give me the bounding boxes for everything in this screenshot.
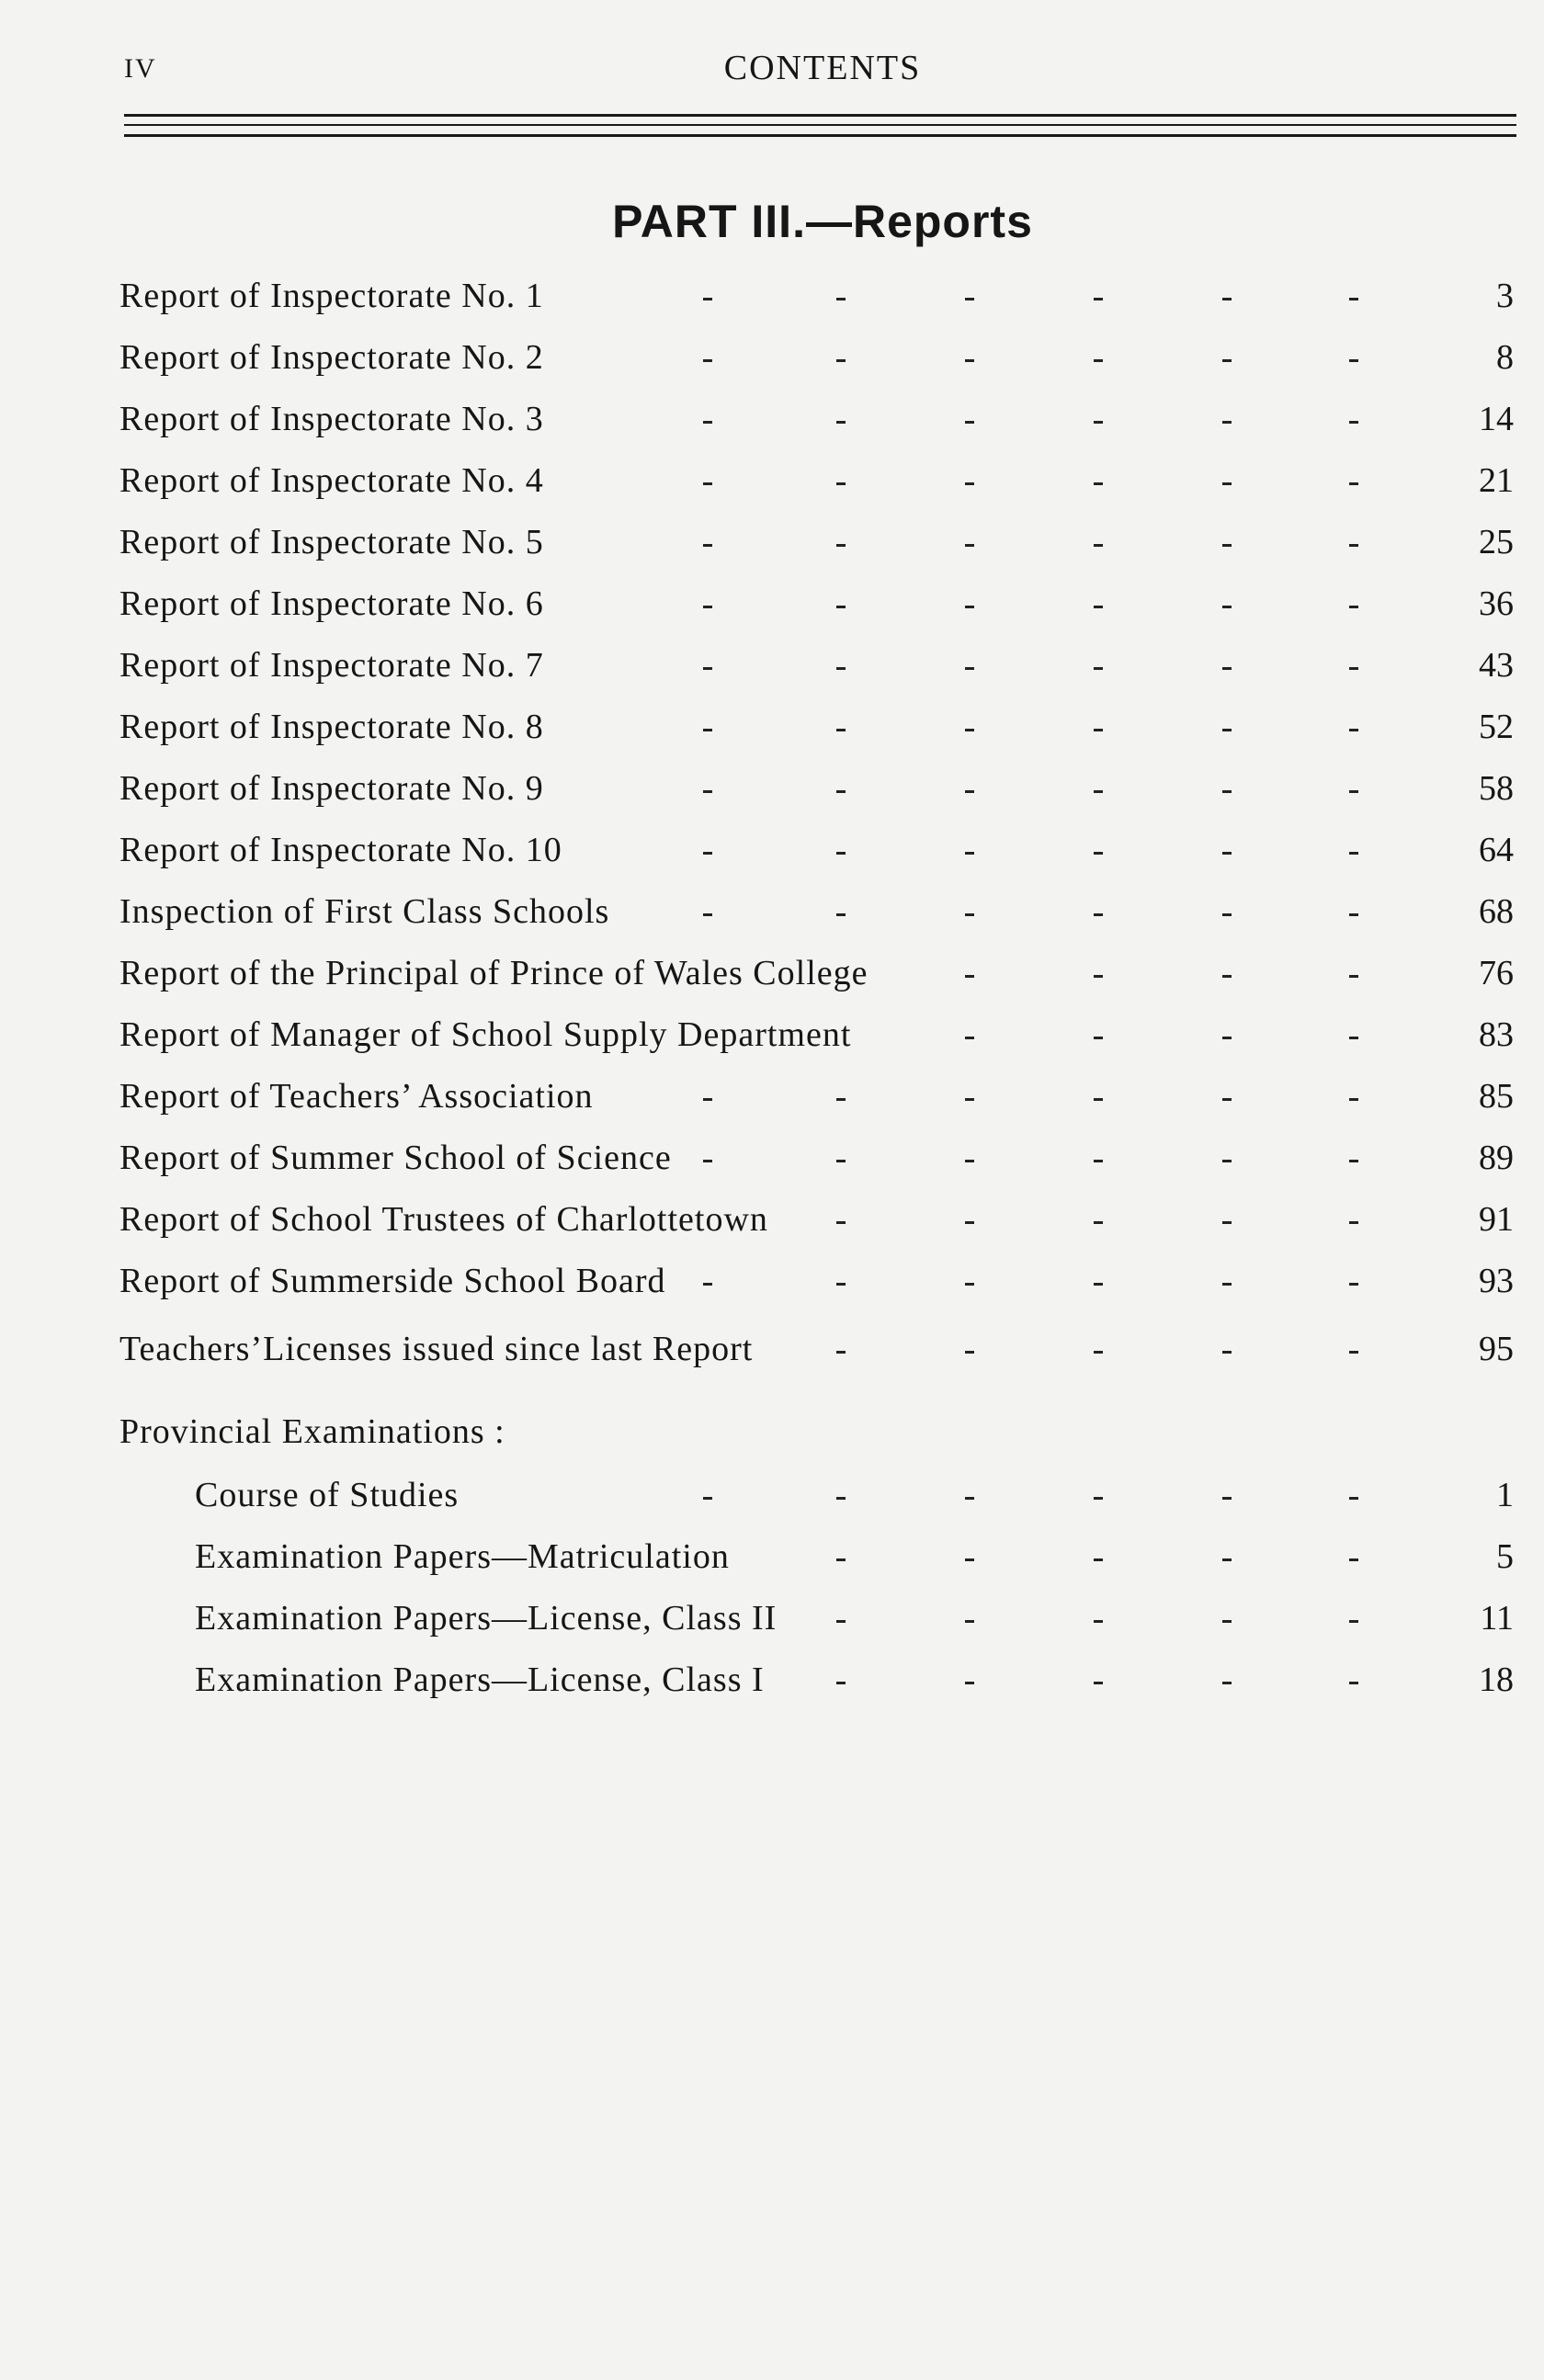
leader-dash (1349, 1037, 1358, 1039)
toc-entry (0, 891, 1544, 937)
toc-entry (0, 707, 1544, 753)
entry-page-number: 91 (1479, 1200, 1514, 1239)
leader-dash (1094, 421, 1103, 424)
dot-leaders (0, 1475, 1544, 1521)
leader-dash (1094, 1098, 1103, 1101)
entry-title: Report of the Principal of Prince of Wales College (119, 954, 868, 992)
leader-dash (1349, 1160, 1358, 1162)
leader-dash (1094, 1221, 1103, 1224)
leader-dash (1222, 482, 1232, 485)
dot-leaders (0, 707, 1544, 753)
leader-dash (965, 1682, 974, 1684)
leader-dash (965, 667, 974, 670)
entry-title: Report of Summerside School Board (119, 1262, 666, 1300)
leader-dash (965, 790, 974, 793)
dot-leaders (0, 337, 1544, 383)
toc-sub-entry (0, 1475, 1544, 1521)
toc-entry (0, 830, 1544, 876)
sub-entry-title: Examination Papers—Matriculation (195, 1537, 730, 1576)
leader-dash (836, 1160, 846, 1162)
leader-dash (965, 975, 974, 978)
leader-dash (703, 1160, 712, 1162)
entry-title: Report of School Trustees of Charlottetown (119, 1200, 768, 1239)
leader-dash (1349, 1351, 1358, 1354)
dot-leaders (0, 1536, 1544, 1582)
toc-entry (0, 1076, 1544, 1122)
entry-page-number: 52 (1479, 708, 1514, 746)
leader-dash (965, 298, 974, 300)
leader-dash (836, 729, 846, 731)
toc-entry (0, 953, 1544, 999)
leader-dash (836, 1682, 846, 1684)
group-heading: Provincial Examinations : (119, 1412, 505, 1451)
leader-dash (965, 359, 974, 362)
entry-title: Report of Inspectorate No. 10 (119, 831, 562, 869)
leader-dash (1222, 1620, 1232, 1623)
sub-entry-page-number: 11 (1480, 1599, 1514, 1638)
toc-entry (0, 645, 1544, 691)
toc-entry (0, 460, 1544, 506)
entry-title: Report of Teachers’ Association (119, 1077, 594, 1116)
toc-entry (0, 1329, 1544, 1375)
leader-dash (836, 1558, 846, 1561)
dot-leaders (0, 584, 1544, 629)
leader-dash (965, 913, 974, 916)
sub-entry-page-number: 5 (1496, 1537, 1514, 1576)
leader-dash (965, 852, 974, 855)
leader-dash (1094, 359, 1103, 362)
dot-leaders (0, 830, 1544, 876)
toc-entry (0, 276, 1544, 322)
dot-leaders (0, 399, 1544, 445)
leader-dash (836, 606, 846, 608)
toc-sub-entry (0, 1536, 1544, 1582)
leader-dash (1222, 1351, 1232, 1354)
leader-dash (836, 1351, 846, 1354)
leader-dash (1222, 1283, 1232, 1286)
leader-dash (1094, 1351, 1103, 1354)
dot-leaders (0, 1014, 1544, 1060)
header-rule-top (124, 114, 1516, 117)
leader-dash (836, 421, 846, 424)
entry-title: Report of Inspectorate No. 5 (119, 523, 544, 561)
leader-dash (1349, 667, 1358, 670)
dot-leaders (0, 1329, 1544, 1375)
leader-dash (1094, 1160, 1103, 1162)
leader-dash (965, 421, 974, 424)
toc-entry (0, 1138, 1544, 1184)
leader-dash (1094, 544, 1103, 547)
leader-dash (1222, 1682, 1232, 1684)
leader-dash (1222, 606, 1232, 608)
leader-dash (965, 1037, 974, 1039)
leader-dash (1349, 1221, 1358, 1224)
dot-leaders (0, 1138, 1544, 1184)
dot-leaders (0, 276, 1544, 322)
leader-dash (1222, 1160, 1232, 1162)
running-title: CONTENTS (723, 49, 922, 87)
leader-dash (836, 852, 846, 855)
leader-dash (1094, 298, 1103, 300)
leader-dash (703, 544, 712, 547)
leader-dash (1222, 729, 1232, 731)
dot-leaders (0, 953, 1544, 999)
leader-dash (1094, 852, 1103, 855)
toc-entry (0, 1261, 1544, 1307)
leader-dash (1094, 667, 1103, 670)
entry-page-number: 25 (1479, 523, 1514, 561)
leader-dash (1094, 790, 1103, 793)
toc-entry (0, 1199, 1544, 1245)
header-rule-middle (124, 124, 1516, 126)
leader-dash (703, 729, 712, 731)
leader-dash (1349, 852, 1358, 855)
leader-dash (1222, 421, 1232, 424)
leader-dash (836, 790, 846, 793)
toc-entry (0, 584, 1544, 629)
leader-dash (1222, 913, 1232, 916)
entry-title: Report of Manager of School Supply Department (119, 1015, 852, 1054)
entry-page-number: 43 (1479, 646, 1514, 685)
leader-dash (836, 359, 846, 362)
entry-title: Report of Inspectorate No. 6 (119, 584, 544, 623)
leader-dash (1094, 729, 1103, 731)
leader-dash (1094, 1497, 1103, 1500)
leader-dash (965, 1620, 974, 1623)
leader-dash (1349, 421, 1358, 424)
leader-dash (1349, 790, 1358, 793)
entry-title: Teachers’Licenses issued since last Report (119, 1330, 754, 1368)
leader-dash (1349, 298, 1358, 300)
dot-leaders (0, 1199, 1544, 1245)
entry-page-number: 14 (1479, 400, 1514, 438)
leader-dash (703, 913, 712, 916)
entry-title: Report of Inspectorate No. 2 (119, 338, 544, 377)
leader-dash (703, 790, 712, 793)
dot-leaders (0, 891, 1544, 937)
leader-dash (1094, 1682, 1103, 1684)
leader-dash (703, 1098, 712, 1101)
leader-dash (836, 1497, 846, 1500)
leader-dash (1222, 544, 1232, 547)
entry-page-number: 8 (1496, 338, 1514, 377)
entry-page-number: 68 (1479, 892, 1514, 931)
leader-dash (1222, 852, 1232, 855)
leader-dash (1222, 975, 1232, 978)
dot-leaders (0, 522, 1544, 568)
leader-dash (1349, 975, 1358, 978)
leader-dash (1222, 359, 1232, 362)
sub-entry-title: Examination Papers—License, Class II (195, 1599, 778, 1638)
toc-entry (0, 1014, 1544, 1060)
leader-dash (836, 482, 846, 485)
leader-dash (703, 482, 712, 485)
entry-title: Report of Inspectorate No. 3 (119, 400, 544, 438)
leader-dash (836, 1098, 846, 1101)
entry-page-number: 93 (1479, 1262, 1514, 1300)
leader-dash (1349, 544, 1358, 547)
leader-dash (1349, 1497, 1358, 1500)
sub-entry-title: Course of Studies (195, 1476, 460, 1514)
entry-page-number: 89 (1479, 1139, 1514, 1177)
sub-entry-page-number: 18 (1479, 1660, 1514, 1699)
leader-dash (965, 1098, 974, 1101)
entry-title: Inspection of First Class Schools (119, 892, 610, 931)
leader-dash (836, 667, 846, 670)
dot-leaders (0, 645, 1544, 691)
leader-dash (965, 544, 974, 547)
leader-dash (1349, 729, 1358, 731)
entry-page-number: 76 (1479, 954, 1514, 992)
entry-page-number: 95 (1479, 1330, 1514, 1368)
leader-dash (1222, 1098, 1232, 1101)
leader-dash (703, 298, 712, 300)
dot-leaders (0, 460, 1544, 506)
leader-dash (1349, 606, 1358, 608)
entry-title: Report of Inspectorate No. 7 (119, 646, 544, 685)
page-folio: IV (124, 53, 157, 84)
toc-entry (0, 522, 1544, 568)
leader-dash (703, 1283, 712, 1286)
leader-dash (1222, 1221, 1232, 1224)
entry-page-number: 21 (1479, 461, 1514, 500)
leader-dash (965, 1160, 974, 1162)
leader-dash (965, 1221, 974, 1224)
leader-dash (1222, 1497, 1232, 1500)
entry-page-number: 3 (1496, 277, 1514, 315)
leader-dash (836, 1221, 846, 1224)
leader-dash (1349, 1283, 1358, 1286)
leader-dash (1222, 298, 1232, 300)
leader-dash (1094, 606, 1103, 608)
sub-entry-page-number: 1 (1496, 1476, 1514, 1514)
leader-dash (1094, 913, 1103, 916)
leader-dash (1094, 1037, 1103, 1039)
leader-dash (1349, 1682, 1358, 1684)
leader-dash (1222, 667, 1232, 670)
leader-dash (1349, 1098, 1358, 1101)
toc-sub-entry (0, 1660, 1544, 1706)
leader-dash (836, 1283, 846, 1286)
part-heading: PART III.—Reports (612, 196, 1033, 247)
leader-dash (1349, 359, 1358, 362)
entry-page-number: 85 (1479, 1077, 1514, 1116)
leader-dash (703, 1497, 712, 1500)
leader-dash (1094, 1283, 1103, 1286)
leader-dash (1349, 913, 1358, 916)
header-rule-bottom (124, 134, 1516, 137)
entry-page-number: 58 (1479, 769, 1514, 808)
leader-dash (703, 667, 712, 670)
leader-dash (1349, 1558, 1358, 1561)
leader-dash (1094, 975, 1103, 978)
leader-dash (1349, 1620, 1358, 1623)
dot-leaders (0, 1076, 1544, 1122)
leader-dash (965, 1558, 974, 1561)
leader-dash (1222, 790, 1232, 793)
leader-dash (703, 852, 712, 855)
toc-entry (0, 337, 1544, 383)
leader-dash (1349, 482, 1358, 485)
leader-dash (965, 482, 974, 485)
leader-dash (965, 729, 974, 731)
leader-dash (1222, 1558, 1232, 1561)
leader-dash (703, 421, 712, 424)
leader-dash (965, 606, 974, 608)
entry-title: Report of Inspectorate No. 8 (119, 708, 544, 746)
leader-dash (965, 1351, 974, 1354)
entry-page-number: 83 (1479, 1015, 1514, 1054)
dot-leaders (0, 768, 1544, 814)
toc-entry (0, 399, 1544, 445)
entry-title: Report of Inspectorate No. 1 (119, 277, 544, 315)
dot-leaders (0, 1261, 1544, 1307)
leader-dash (703, 606, 712, 608)
running-head (0, 48, 1544, 94)
leader-dash (836, 298, 846, 300)
leader-dash (965, 1283, 974, 1286)
toc-sub-entry (0, 1598, 1544, 1644)
dot-leaders (0, 1598, 1544, 1644)
sub-entry-title: Examination Papers—License, Class I (195, 1660, 765, 1699)
leader-dash (836, 1620, 846, 1623)
leader-dash (965, 1497, 974, 1500)
entry-title: Report of Inspectorate No. 4 (119, 461, 544, 500)
leader-dash (1094, 482, 1103, 485)
entry-title: Report of Summer School of Science (119, 1139, 672, 1177)
toc-entry (0, 768, 1544, 814)
leader-dash (836, 544, 846, 547)
entry-title: Report of Inspectorate No. 9 (119, 769, 544, 808)
leader-dash (1094, 1620, 1103, 1623)
entry-page-number: 36 (1479, 584, 1514, 623)
entry-page-number: 64 (1479, 831, 1514, 869)
leader-dash (703, 359, 712, 362)
leader-dash (1222, 1037, 1232, 1039)
leader-dash (1094, 1558, 1103, 1561)
leader-dash (836, 913, 846, 916)
dot-leaders (0, 1660, 1544, 1706)
